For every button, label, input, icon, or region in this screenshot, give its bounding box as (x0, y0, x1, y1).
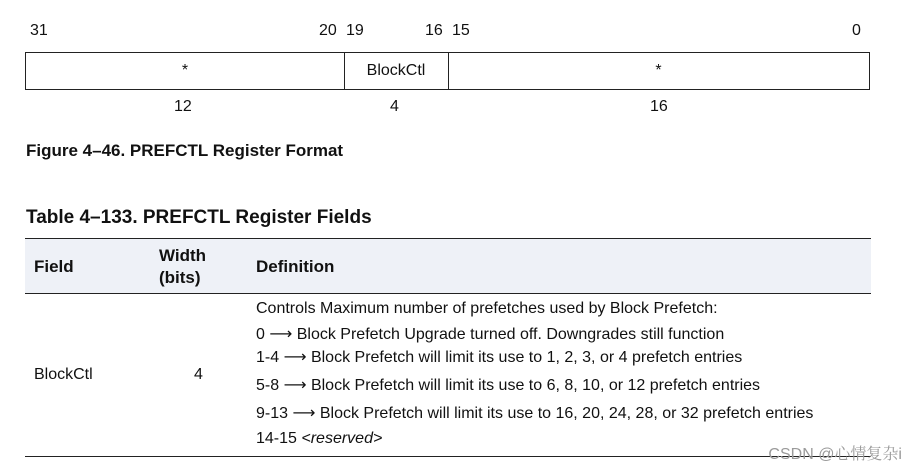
field-name: * (181, 62, 189, 79)
definition-line: 5-8 ⟶ Block Prefetch will limit its use to 6, 8, 10, or 12 prefetch entries (256, 377, 761, 394)
cell-width: 4 (194, 366, 203, 383)
field-name: BlockCtl (366, 62, 426, 79)
header-definition: Definition (256, 257, 335, 276)
table-caption: Table 4–133. PREFCTL Register Fields (26, 207, 372, 228)
reserved-text: <reserved> (301, 430, 383, 447)
cell-field: BlockCtl (34, 366, 93, 383)
field-width: 4 (390, 98, 399, 115)
definition-line-reserved (256, 430, 382, 448)
register-format-diagram (25, 52, 870, 90)
register-field-blockctl (344, 53, 449, 89)
definition-line: 9-13 ⟶ Block Prefetch will limit its use to 16, 20, 24, 28, or 32 prefetch entries (256, 405, 814, 422)
reserved-prefix: 14-15 (256, 430, 302, 447)
table-header-row (25, 239, 871, 293)
register-field-reserved-high (26, 53, 345, 89)
definition-line: Controls Maximum number of prefetches used by Block Prefetch: (256, 300, 718, 317)
watermark: CSDN @心情复杂i (768, 446, 902, 463)
table-header-rule (25, 293, 871, 294)
header-width (159, 245, 206, 289)
field-name: * (655, 62, 662, 79)
figure-caption: Figure 4–46. PREFCTL Register Format (26, 141, 344, 160)
bit-number-15: 15 (452, 22, 470, 39)
header-width-line1: Width (159, 246, 207, 265)
bit-number-20: 20 (319, 22, 337, 39)
field-width: 12 (174, 98, 192, 115)
bit-number-0: 0 (852, 22, 861, 39)
bit-number-19: 19 (346, 22, 364, 39)
field-width: 16 (650, 98, 668, 115)
table-bottom-rule (25, 456, 871, 457)
definition-line: 0 ⟶ Block Prefetch Upgrade turned off. Downgrades still function (256, 326, 725, 343)
bit-number-31: 31 (30, 22, 48, 39)
header-width-line2: (bits) (159, 268, 201, 287)
register-field-reserved-low (448, 53, 869, 89)
bit-number-16: 16 (425, 22, 443, 39)
header-field: Field (34, 257, 74, 276)
definition-line: 1-4 ⟶ Block Prefetch will limit its use to 1, 2, 3, or 4 prefetch entries (256, 349, 743, 366)
